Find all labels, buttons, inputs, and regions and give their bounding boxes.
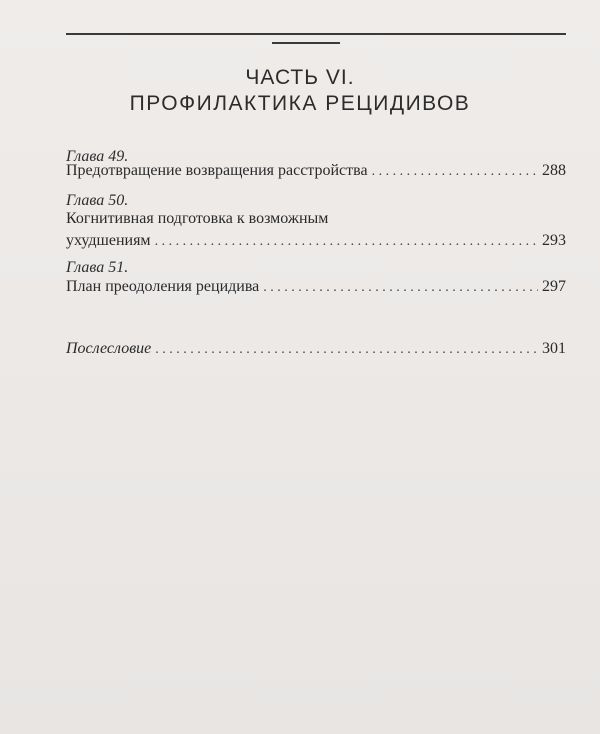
- afterword-page: 301: [542, 340, 566, 357]
- chapter-50-label: Глава 50.: [66, 192, 129, 209]
- dot-leader: [263, 280, 538, 296]
- chapter-51-label: Глава 51.: [66, 259, 129, 276]
- chapter-51-title: План преодоления рецидива: [66, 278, 260, 295]
- chapter-50-title-line1: Когнитивная подготовка к возможным: [66, 210, 329, 227]
- chapter-49-page: 288: [542, 162, 566, 179]
- chapter-49-label: Глава 49.: [66, 148, 129, 165]
- center-rule: [272, 42, 340, 44]
- top-rule: [66, 33, 566, 35]
- afterword-entry[interactable]: [66, 340, 566, 358]
- chapter-50-entry[interactable]: [66, 210, 566, 250]
- dot-leader: [155, 342, 538, 358]
- afterword-title: Послесловие: [66, 340, 152, 357]
- part-number: ЧАСТЬ VI.: [245, 66, 355, 89]
- chapter-51-page: 297: [542, 278, 566, 295]
- chapter-49-title: Предотвращение возвращения расстройства: [66, 162, 368, 179]
- chapter-50-title-line2: ухудшениям: [66, 232, 151, 249]
- dot-leader: [155, 234, 538, 250]
- chapter-50-page: 293: [542, 232, 566, 249]
- chapter-51-entry[interactable]: [66, 278, 566, 296]
- chapter-49-entry[interactable]: [66, 162, 566, 180]
- part-title: ПРОФИЛАКТИКА РЕЦИДИВОВ: [129, 92, 471, 115]
- dot-leader: [372, 164, 538, 180]
